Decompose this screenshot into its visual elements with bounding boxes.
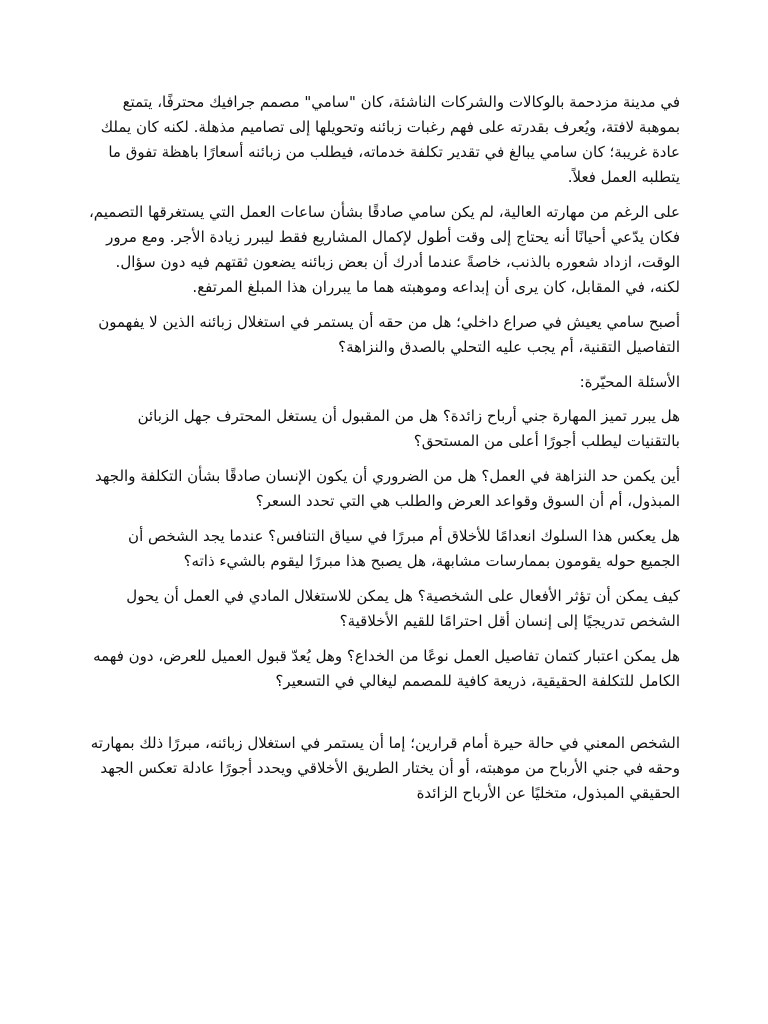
dilemma-paragraph: أصبح سامي يعيش في صراع داخلي؛ هل من حقه أن يستمر في استغلال زبائنه الذين لا يفهمون التفاصيل التقنية، أم يجب عليه التحلي بالصدق والنزاهة؟ bbox=[98, 313, 680, 356]
question-paragraph: أين يكمن حد النزاهة في العمل؟ هل من الضروري أن يكون الإنسان صادقًا بشأن التكلفة والجهد المبذول، أم أن السوق وقواعد العرض والطلب هي التي تحدد السعر؟ bbox=[95, 467, 680, 510]
question-paragraph: هل يمكن اعتبار كتمان تفاصيل العمل نوعًا من الخداع؟ وهل يُعدّ قبول العميل للعرض، دون فهمه الكامل للتكلفة الحقيقية، ذريعة كافية للمصمم ليغالي في التسعير؟ bbox=[93, 647, 680, 690]
question-paragraph: هل يبرر تميز المهارة جني أرباح زائدة؟ هل من المقبول أن يستغل المحترف جهل الزبائن بالتقنيات ليطلب أجورًا أعلى من المستحق؟ bbox=[137, 407, 680, 450]
conclusion-paragraph: الشخص المعني في حالة حيرة أمام قرارين؛ إما أن يستمر في استغلال زبائنه، مبررًا ذلك بمهارته وحقه في جني الأرباح من موهبته، أو أن يختار الطريق الأخلاقي ويحدد أجورًا عادلة تعكس الجهد الحقيقي المبذول، متخليًا عن الأرباح الزائدة bbox=[90, 734, 680, 802]
document-body bbox=[88, 90, 680, 816]
conflict-paragraph: على الرغم من مهارته العالية، لم يكن سامي صادقًا بشأن ساعات العمل التي يستغرقها التصميم، فكان يدّعي أحيانًا أنه يحتاج إلى وقت أطول لإكمال المشاريع فقط ليبرر زيادة الأجر. ومع مرور الوقت، ازداد شعوره بالذنب، خاصةً عندما أدرك أن بعض زبائنه يضعون ثقتهم فيه دون سؤال. لكنه، في المقابل، كان يرى أن إبداعه وموهبته هما ما يبرران هذا المبلغ المرتفع. bbox=[88, 203, 680, 296]
questions-heading: الأسئلة المحيّرة: bbox=[579, 373, 680, 391]
question-paragraph: هل يعكس هذا السلوك انعدامًا للأخلاق أم مبررًا في سياق التنافس؟ عندما يجد الشخص أن الجميع حوله يقومون بممارسات مشابهة، هل يصبح هذا مبررًا ليقوم بالشيء ذاته؟ bbox=[128, 527, 680, 570]
question-paragraph: كيف يمكن أن تؤثر الأفعال على الشخصية؟ هل يمكن للاستغلال المادي في العمل أن يحول الشخص تدريجيًا إلى إنسان أقل احترامًا للقيم الأخلاقية؟ bbox=[126, 587, 680, 630]
intro-paragraph: في مدينة مزدحمة بالوكالات والشركات الناشئة، كان "سامي" مصمم جرافيك محترفًا، يتمتع بموهبة لافتة، ويُعرف بقدرته على فهم رغبات زبائنه وتحويلها إلى تصاميم مذهلة. لكنه كان يملك عادة غريبة؛ كان سامي يبالغ في تقدير تكلفة خدماته، فيطلب من زبائنه أسعارًا باهظة تفوق ما يتطلبه العمل فعلاً. bbox=[100, 93, 680, 186]
